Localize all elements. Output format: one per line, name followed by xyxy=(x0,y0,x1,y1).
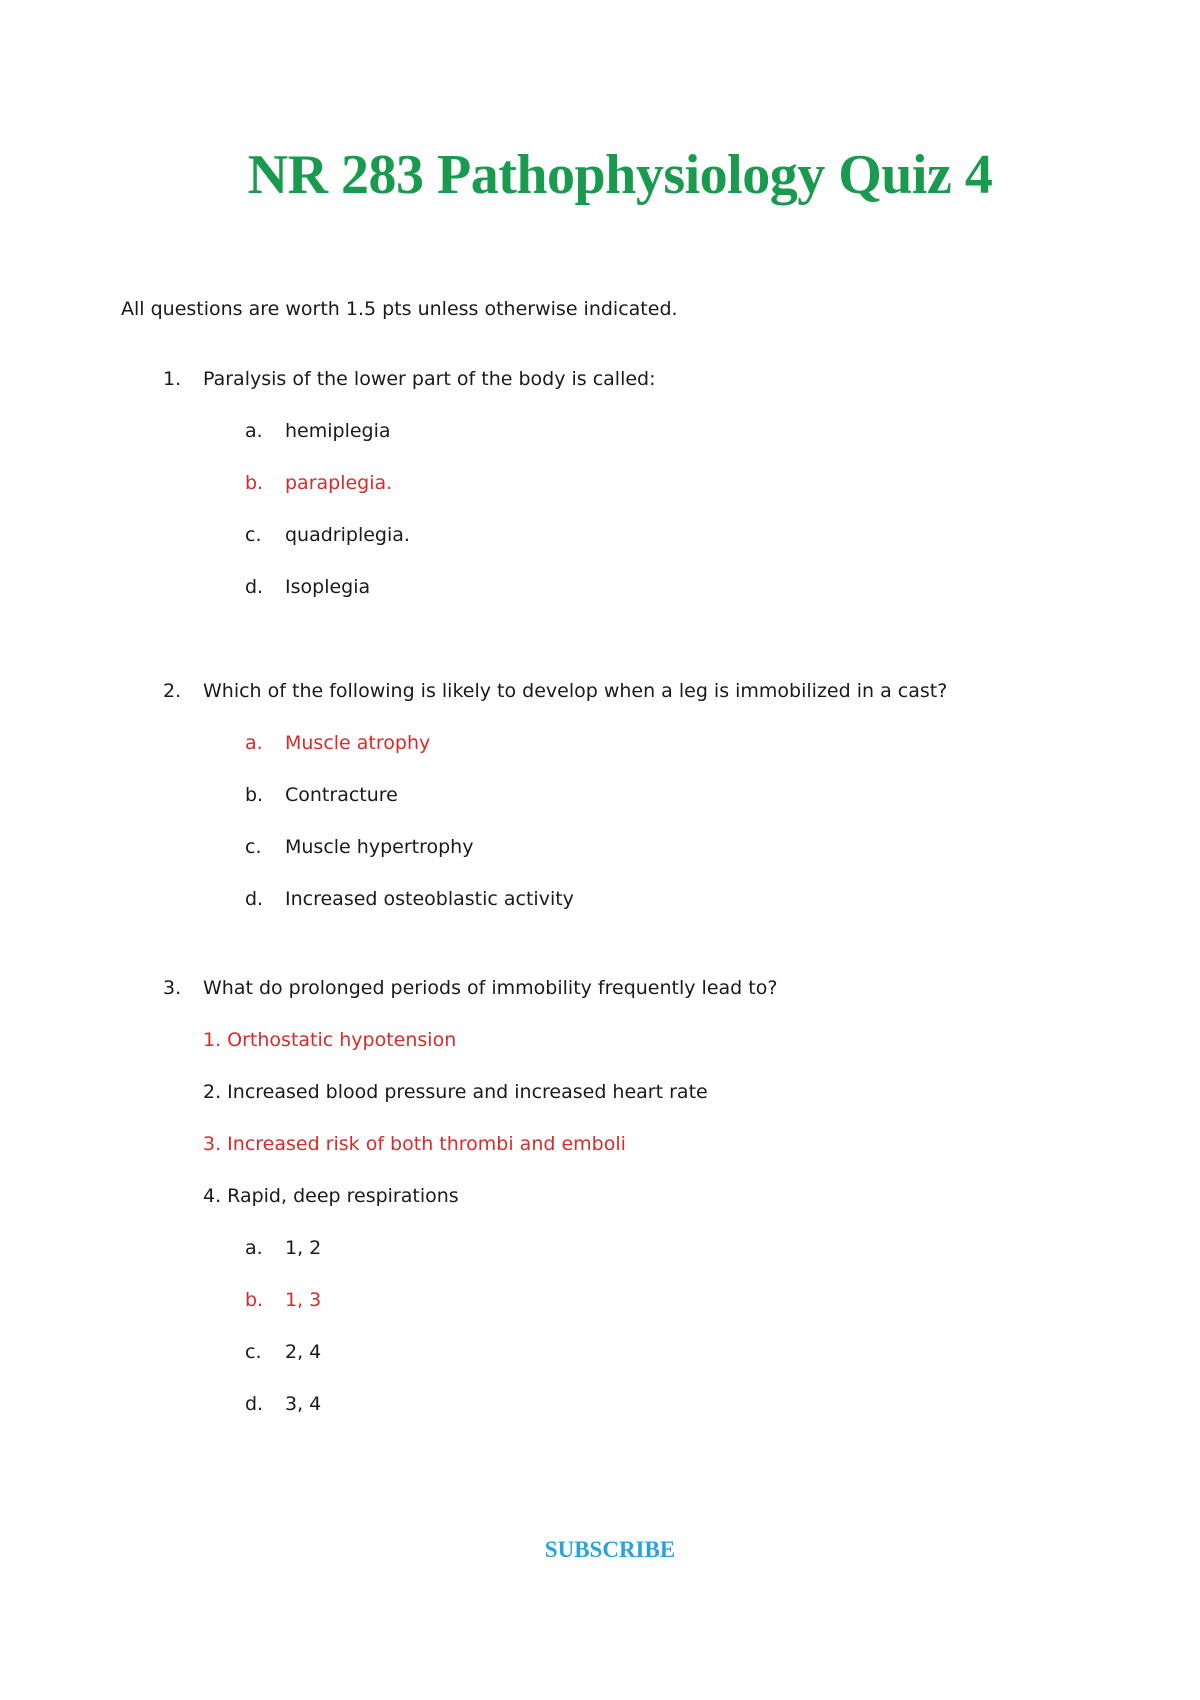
statement-item: 3. Increased risk of both thrombi and emboli xyxy=(203,1133,626,1155)
option-text: paraplegia. xyxy=(285,472,393,494)
page-title: NR 283 Pathophysiology Quiz 4 xyxy=(247,144,993,206)
option-letter: b. xyxy=(245,472,264,494)
option-text: 1, 3 xyxy=(285,1289,322,1311)
statement-item: 2. Increased blood pressure and increased heart rate xyxy=(203,1081,708,1103)
option-letter: a. xyxy=(245,420,263,442)
option-text: hemiplegia xyxy=(285,420,391,442)
option-letter: a. xyxy=(245,732,263,754)
question-number: 1. xyxy=(163,368,182,390)
option-letter: b. xyxy=(245,1289,264,1311)
question-number: 3. xyxy=(163,977,182,999)
option-text: 1, 2 xyxy=(285,1237,322,1259)
option-text: Muscle hypertrophy xyxy=(285,836,474,858)
option-text: quadriplegia. xyxy=(285,524,410,546)
option-text: Increased osteoblastic activity xyxy=(285,888,574,910)
intro-text: All questions are worth 1.5 pts unless otherwise indicated. xyxy=(121,298,678,320)
question-text: Which of the following is likely to develop when a leg is immobilized in a cast? xyxy=(203,680,948,702)
option-letter: c. xyxy=(245,1341,262,1363)
option-letter: d. xyxy=(245,576,264,598)
option-text: 2, 4 xyxy=(285,1341,322,1363)
statement-item: 4. Rapid, deep respirations xyxy=(203,1185,459,1207)
option-letter: b. xyxy=(245,784,264,806)
subscribe-link[interactable]: SUBSCRIBE xyxy=(544,1537,676,1562)
question-text: What do prolonged periods of immobility frequently lead to? xyxy=(203,977,778,999)
statement-item: 1. Orthostatic hypotension xyxy=(203,1029,457,1051)
option-letter: c. xyxy=(245,836,262,858)
option-text: Contracture xyxy=(285,784,398,806)
question-text: Paralysis of the lower part of the body is called: xyxy=(203,368,656,390)
option-text: 3, 4 xyxy=(285,1393,322,1415)
question-number: 2. xyxy=(163,680,182,702)
option-letter: d. xyxy=(245,1393,264,1415)
option-letter: a. xyxy=(245,1237,263,1259)
option-letter: c. xyxy=(245,524,262,546)
option-letter: d. xyxy=(245,888,264,910)
option-text: Muscle atrophy xyxy=(285,732,431,754)
option-text: Isoplegia xyxy=(285,576,371,598)
